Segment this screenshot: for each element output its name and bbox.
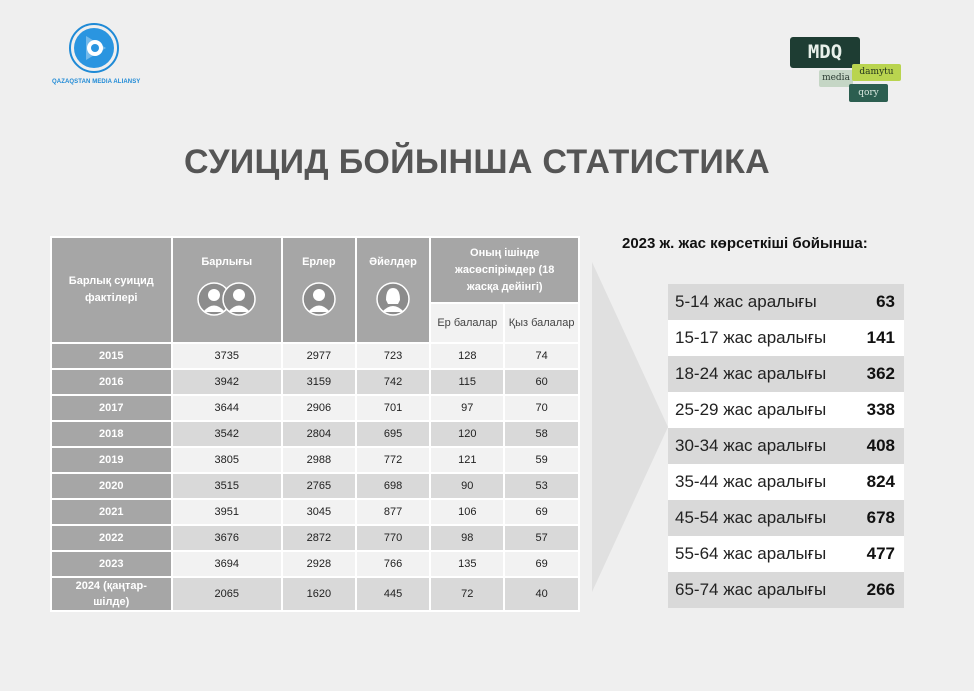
logo-caption: QAZAQSTAN MEDIA ALIANSY <box>52 79 141 85</box>
header-girls: Қыз балалар <box>504 303 579 343</box>
table-row <box>51 577 579 611</box>
header-facts <box>51 237 172 343</box>
header-facts-label: Барлық суицид фактілері <box>68 275 154 304</box>
header-minors <box>430 237 579 303</box>
girls-cell: 57 <box>504 525 579 551</box>
year-cell: 2022 <box>51 525 172 551</box>
total-cell: 3644 <box>172 395 283 421</box>
girls-cell: 74 <box>504 343 579 369</box>
boys-cell: 115 <box>430 369 504 395</box>
boys-cell: 121 <box>430 447 504 473</box>
age-label: 5-14 жас аралығы <box>675 292 817 311</box>
age-label: 35-44 жас аралығы <box>675 472 827 491</box>
header-women <box>356 237 431 343</box>
year-cell: 2023 <box>51 551 172 577</box>
person-silhouette-icon <box>222 282 256 316</box>
person-silhouette-icon <box>302 282 336 316</box>
mdq-logo-main: MDQ <box>790 37 860 68</box>
boys-cell: 128 <box>430 343 504 369</box>
age-row <box>668 320 904 356</box>
table-row <box>51 369 579 395</box>
women-cell: 877 <box>356 499 431 525</box>
mdq-logo-damytu: damytu <box>852 64 901 81</box>
women-cell: 695 <box>356 421 431 447</box>
men-cell: 2872 <box>282 525 356 551</box>
year-cell: 2019 <box>51 447 172 473</box>
header-boys: Ер балалар <box>430 303 504 343</box>
age-value: 477 <box>866 544 895 563</box>
boys-cell: 135 <box>430 551 504 577</box>
play-circle-logo-icon <box>68 22 120 74</box>
age-row <box>668 392 904 428</box>
chevron-arrow-icon <box>592 262 670 592</box>
total-cell: 3542 <box>172 421 283 447</box>
total-cell: 3515 <box>172 473 283 499</box>
year-cell: 2017 <box>51 395 172 421</box>
year-cell: 2021 <box>51 499 172 525</box>
men-cell: 2765 <box>282 473 356 499</box>
person-silhouette-icon <box>376 282 410 316</box>
men-cell: 1620 <box>282 577 356 611</box>
age-label: 55-64 жас аралығы <box>675 544 827 563</box>
total-cell: 3735 <box>172 343 283 369</box>
age-value: 824 <box>866 472 895 491</box>
table-row <box>51 447 579 473</box>
mdq-logo <box>790 37 905 105</box>
age-row <box>668 356 904 392</box>
year-cell: 2015 <box>51 343 172 369</box>
girls-cell: 69 <box>504 499 579 525</box>
boys-cell: 90 <box>430 473 504 499</box>
age-label: 45-54 жас аралығы <box>675 508 827 527</box>
age-row <box>668 464 904 500</box>
men-cell: 2988 <box>282 447 356 473</box>
men-cell: 2906 <box>282 395 356 421</box>
boys-cell: 72 <box>430 577 504 611</box>
women-cell: 701 <box>356 395 431 421</box>
men-cell: 2977 <box>282 343 356 369</box>
header-total <box>172 237 283 343</box>
girls-cell: 69 <box>504 551 579 577</box>
age-value: 362 <box>866 364 895 383</box>
year-cell: 2020 <box>51 473 172 499</box>
table-row <box>51 473 579 499</box>
mdq-logo-media: media <box>819 70 853 87</box>
age-label: 25-29 жас аралығы <box>675 400 827 419</box>
total-cell: 3676 <box>172 525 283 551</box>
girls-cell: 70 <box>504 395 579 421</box>
total-cell: 3942 <box>172 369 283 395</box>
year-cell: 2024 (қаңтар-шілде) <box>51 577 172 611</box>
age-value: 266 <box>866 580 895 599</box>
boys-cell: 98 <box>430 525 504 551</box>
women-cell: 770 <box>356 525 431 551</box>
men-cell: 3159 <box>282 369 356 395</box>
boys-cell: 120 <box>430 421 504 447</box>
age-row <box>668 428 904 464</box>
girls-cell: 60 <box>504 369 579 395</box>
age-label: 15-17 жас аралығы <box>675 328 827 347</box>
table-row <box>51 421 579 447</box>
header-women-label: Әйелдер <box>369 256 417 268</box>
header-total-label: Барлығы <box>201 256 253 268</box>
total-cell: 3805 <box>172 447 283 473</box>
age-label: 65-74 жас аралығы <box>675 580 827 599</box>
table-row <box>51 551 579 577</box>
age-list <box>668 284 904 608</box>
age-row <box>668 572 904 608</box>
men-cell: 2928 <box>282 551 356 577</box>
age-value: 408 <box>866 436 895 455</box>
women-cell: 445 <box>356 577 431 611</box>
women-cell: 698 <box>356 473 431 499</box>
age-value: 141 <box>866 328 895 347</box>
year-cell: 2016 <box>51 369 172 395</box>
age-row <box>668 284 904 320</box>
women-cell: 742 <box>356 369 431 395</box>
age-section-title: 2023 ж. жас көрсеткіші бойынша: <box>622 235 868 252</box>
age-label: 30-34 жас аралығы <box>675 436 827 455</box>
table-row <box>51 499 579 525</box>
age-value: 338 <box>866 400 895 419</box>
header-men-label: Ерлер <box>302 256 336 268</box>
total-cell: 3694 <box>172 551 283 577</box>
men-cell: 2804 <box>282 421 356 447</box>
girls-cell: 40 <box>504 577 579 611</box>
boys-cell: 97 <box>430 395 504 421</box>
table-row <box>51 525 579 551</box>
girls-cell: 59 <box>504 447 579 473</box>
header-men <box>282 237 356 343</box>
table-row <box>51 343 579 369</box>
age-row <box>668 500 904 536</box>
year-cell: 2018 <box>51 421 172 447</box>
girls-cell: 58 <box>504 421 579 447</box>
age-value: 678 <box>866 508 895 527</box>
suicide-stats-table <box>50 236 580 612</box>
women-cell: 772 <box>356 447 431 473</box>
women-cell: 723 <box>356 343 431 369</box>
men-cell: 3045 <box>282 499 356 525</box>
age-label: 18-24 жас аралығы <box>675 364 827 383</box>
women-cell: 766 <box>356 551 431 577</box>
table-row <box>51 395 579 421</box>
boys-cell: 106 <box>430 499 504 525</box>
age-value: 63 <box>876 292 895 311</box>
girls-cell: 53 <box>504 473 579 499</box>
header-minors-label: Оның ішінде жасөспірімдер (18 жасқа дейінгі) <box>454 246 555 293</box>
page-title: СУИЦИД БОЙЫНША СТАТИСТИКА <box>183 143 771 181</box>
total-cell: 3951 <box>172 499 283 525</box>
age-row <box>668 536 904 572</box>
total-cell: 2065 <box>172 577 283 611</box>
mdq-logo-qory: qory <box>849 84 888 102</box>
qazaqstan-media-logo <box>52 22 142 88</box>
